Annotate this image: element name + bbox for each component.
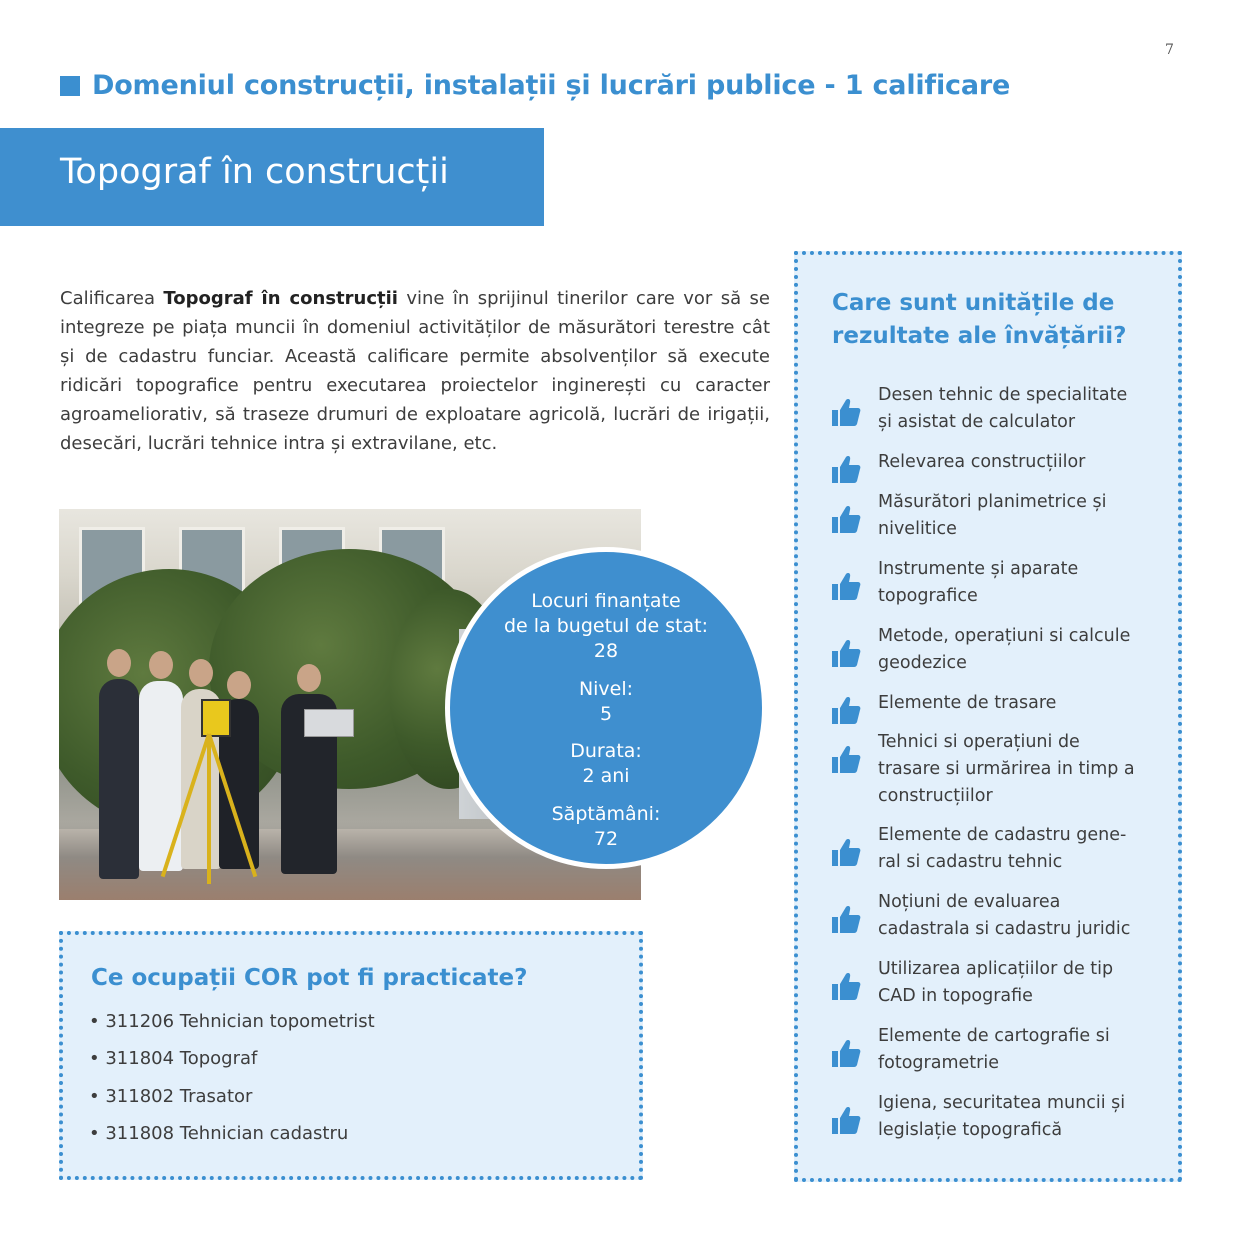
photo-person-head	[297, 664, 321, 692]
intro-bold: Topograf în construcții	[163, 288, 398, 309]
photo-person-head	[189, 659, 213, 687]
thumbs-up-icon	[830, 1104, 862, 1136]
weeks-label: Săptămâni:	[551, 803, 661, 825]
learning-unit-text: Utilizarea aplicațiilor de tip	[878, 959, 1114, 979]
learning-unit-text: Elemente de trasare	[878, 693, 1057, 713]
learning-unit-text: geodezice	[878, 653, 967, 673]
learning-unit-text: Instrumente și aparate	[878, 559, 1079, 579]
learning-unit-text: Noțiuni de evaluarea	[878, 892, 1061, 912]
cor-item: • 311802 Trasator	[89, 1086, 253, 1107]
thumbs-up-icon	[830, 743, 862, 775]
level-label: Nivel:	[578, 678, 634, 700]
qualification-title: Topograf în construcții	[60, 152, 449, 192]
total-station-icon	[201, 699, 231, 737]
learning-unit-text: trasare si urmărirea in timp a	[878, 759, 1135, 779]
photo-person-head	[107, 649, 131, 677]
intro-prefix: Calificarea	[60, 288, 164, 309]
thumbs-up-icon	[830, 903, 862, 935]
learning-unit-text: cadastrala si cadastru juridic	[878, 919, 1131, 939]
photo-person	[139, 681, 183, 871]
learning-unit-text: și asistat de calculator	[878, 412, 1076, 432]
intro-rest: vine în sprijinul tinerilor care vor să se integreze pe piața muncii în domeniul activităților de măsurători terestre cât și de cadastru funciar. Această calificare permite absolvenților să execute ridicări topografice pentru executarea proiectelor inginerești cu caracter agroameliorativ, să traseze drumuri de exploatare agricolă, lucrări de irigații, desecări, lucrări tehnice intra și extravilane, etc.	[60, 288, 770, 454]
stats-circle	[445, 547, 767, 869]
cor-item: • 311206 Tehnician topometrist	[89, 1011, 375, 1032]
learning-unit-text: construcțiilor	[878, 786, 993, 806]
weeks-value: 72	[593, 828, 619, 850]
photo-person	[99, 679, 139, 879]
duration-label: Durata:	[570, 740, 642, 762]
thumbs-up-icon	[830, 694, 862, 726]
learning-unit-text: fotogrametrie	[878, 1053, 999, 1073]
thumbs-up-icon	[830, 570, 862, 602]
learning-unit-text: topografice	[878, 586, 978, 606]
units-title: Care sunt unitățile de rezultate ale învățării?	[832, 290, 1127, 349]
places-value: 28	[593, 640, 619, 662]
cor-item: • 311808 Tehnician cadastru	[89, 1123, 349, 1144]
tripod-leg	[207, 734, 211, 884]
learning-unit-text: CAD in topografie	[878, 986, 1033, 1006]
learning-unit-text: legislație topografică	[878, 1120, 1063, 1140]
domain-heading	[60, 70, 1010, 101]
title-banner	[0, 128, 544, 226]
thumbs-up-icon	[830, 453, 862, 485]
thumbs-up-icon	[830, 1037, 862, 1069]
places-label-2: de la bugetul de stat:	[503, 615, 709, 637]
learning-units-box	[794, 251, 1182, 1182]
learning-unit-text: ral si cadastru tehnic	[878, 852, 1063, 872]
level-value: 5	[599, 703, 613, 725]
learning-unit-text: Metode, operațiuni si calcule	[878, 626, 1131, 646]
learning-unit-text: Măsurători planimetrice și	[878, 492, 1107, 512]
laptop-icon	[304, 709, 354, 737]
cor-occupations-box	[59, 931, 643, 1180]
photo-person-head	[149, 651, 173, 679]
places-label-1: Locuri finanțate	[531, 590, 681, 612]
learning-unit-text: Desen tehnic de specialitate	[878, 385, 1128, 405]
learning-unit-text: Relevarea construcțiilor	[878, 452, 1086, 472]
learning-unit-text: nivelitice	[878, 519, 957, 539]
cor-title: Ce ocupații COR pot fi practicate?	[91, 965, 528, 991]
page-number: 7	[1165, 42, 1174, 58]
thumbs-up-icon	[830, 836, 862, 868]
learning-unit-text: Igiena, securitatea muncii și	[878, 1093, 1126, 1113]
photo-person-head	[227, 671, 251, 699]
learning-unit-text: Tehnici si operațiuni de	[878, 732, 1080, 752]
domain-title: Domeniul construcții, instalații și lucrări publice - 1 calificare	[92, 70, 1011, 101]
learning-unit-text: Elemente de cartografie si	[878, 1026, 1110, 1046]
intro-paragraph	[60, 284, 770, 458]
cor-item: • 311804 Topograf	[89, 1048, 258, 1069]
thumbs-up-icon	[830, 637, 862, 669]
duration-value: 2 ani	[582, 765, 630, 787]
thumbs-up-icon	[830, 396, 862, 428]
learning-unit-text: Elemente de cadastru gene-	[878, 825, 1127, 845]
thumbs-up-icon	[830, 503, 862, 535]
square-bullet-icon	[60, 76, 80, 96]
thumbs-up-icon	[830, 970, 862, 1002]
